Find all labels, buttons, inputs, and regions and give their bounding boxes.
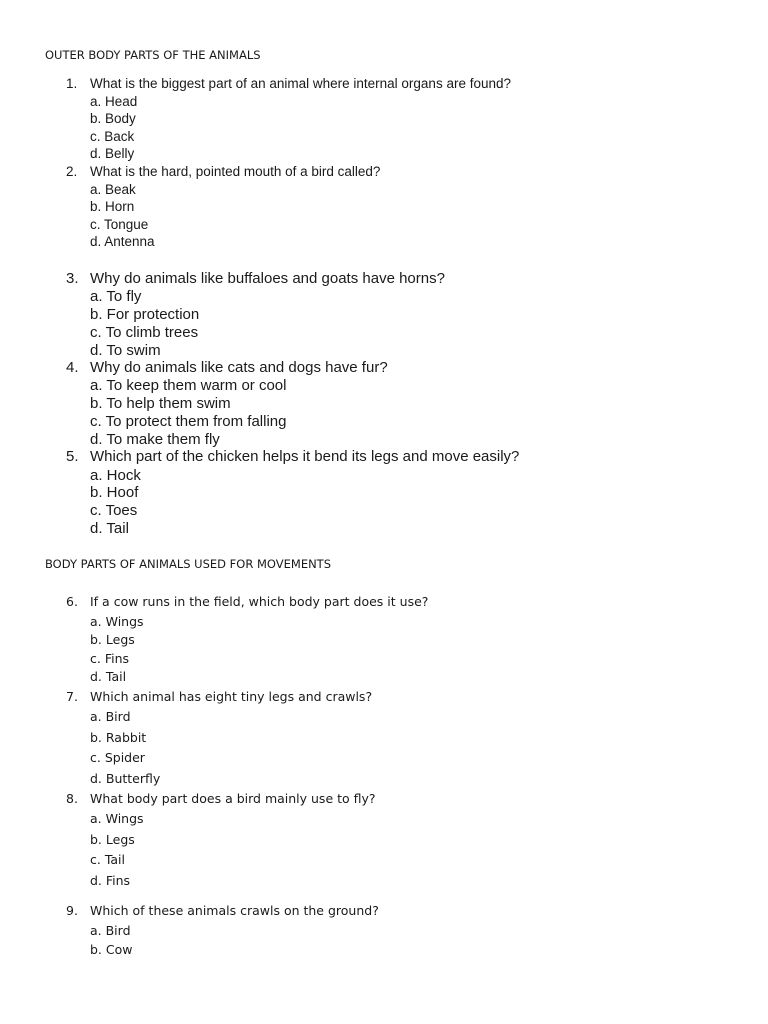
question-4 xyxy=(66,359,388,376)
option-5a: a. Hock xyxy=(90,467,141,484)
option-5d: d. Tail xyxy=(90,520,129,537)
option-7d: d. Butterfly xyxy=(90,771,161,786)
option-8a: a. Wings xyxy=(90,811,144,826)
question-text: Why do animals like buffaloes and goats have horns? xyxy=(90,270,445,287)
question-text: What body part does a bird mainly use to fly? xyxy=(90,791,376,806)
option-4d: d. To make them fly xyxy=(90,431,220,448)
option-8d: d. Fins xyxy=(90,873,131,888)
question-5 xyxy=(66,448,519,465)
option-2a: a. Beak xyxy=(90,182,136,197)
option-7b: b. Rabbit xyxy=(90,730,147,745)
option-6c: c. Fins xyxy=(90,651,130,666)
question-text: Which part of the chicken helps it bend its legs and move easily? xyxy=(90,448,520,465)
question-7 xyxy=(66,689,372,704)
option-6d: d. Tail xyxy=(90,669,127,684)
question-number: 2. xyxy=(66,164,78,179)
option-2b: b. Horn xyxy=(90,199,135,214)
option-7c: c. Spider xyxy=(90,750,145,765)
question-text: Why do animals like cats and dogs have fur? xyxy=(90,359,388,376)
question-number: 6. xyxy=(66,594,78,609)
question-text: What is the hard, pointed mouth of a bird called? xyxy=(90,164,381,179)
option-6a: a. Wings xyxy=(90,614,144,629)
option-1a: a. Head xyxy=(90,94,138,109)
question-number: 9. xyxy=(66,903,78,918)
question-number: 4. xyxy=(66,359,79,376)
question-6 xyxy=(66,594,428,609)
option-1d: d. Belly xyxy=(90,146,135,161)
option-8b: b. Legs xyxy=(90,832,135,847)
section-heading-movement-body-parts: BODY PARTS OF ANIMALS USED FOR MOVEMENTS xyxy=(45,557,332,571)
option-8c: c. Tail xyxy=(90,852,125,867)
option-5c: c. Toes xyxy=(90,502,138,519)
option-3c: c. To climb trees xyxy=(90,324,199,341)
question-3 xyxy=(66,270,445,287)
question-number: 8. xyxy=(66,791,78,806)
question-8 xyxy=(66,791,376,806)
question-text: Which animal has eight tiny legs and crawls? xyxy=(90,689,373,704)
question-text: Which of these animals crawls on the ground? xyxy=(90,903,379,918)
option-4a: a. To keep them warm or cool xyxy=(90,377,287,394)
option-5b: b. Hoof xyxy=(90,484,139,501)
option-1b: b. Body xyxy=(90,111,136,126)
option-6b: b. Legs xyxy=(90,632,135,647)
question-2 xyxy=(66,164,380,179)
question-number: 5. xyxy=(66,448,79,465)
option-7a: a. Bird xyxy=(90,709,131,724)
option-2c: c. Tongue xyxy=(90,217,149,232)
option-9a: a. Bird xyxy=(90,923,131,938)
question-9 xyxy=(66,903,379,918)
question-number: 1. xyxy=(66,76,78,91)
option-2d: d. Antenna xyxy=(90,234,155,249)
option-3d: d. To swim xyxy=(90,342,161,359)
question-text: If a cow runs in the field, which body part does it use? xyxy=(90,594,429,609)
option-4c: c. To protect them from falling xyxy=(90,413,287,430)
option-1c: c. Back xyxy=(90,129,135,144)
question-text: What is the biggest part of an animal where internal organs are found? xyxy=(90,76,511,91)
question-number: 3. xyxy=(66,270,79,287)
option-3b: b. For protection xyxy=(90,306,200,323)
question-1 xyxy=(66,76,511,91)
question-number: 7. xyxy=(66,689,78,704)
section-heading-outer-body-parts: OUTER BODY PARTS OF THE ANIMALS xyxy=(45,48,261,62)
option-3a: a. To fly xyxy=(90,288,142,305)
option-4b: b. To help them swim xyxy=(90,395,231,412)
option-9b: b. Cow xyxy=(90,942,133,957)
